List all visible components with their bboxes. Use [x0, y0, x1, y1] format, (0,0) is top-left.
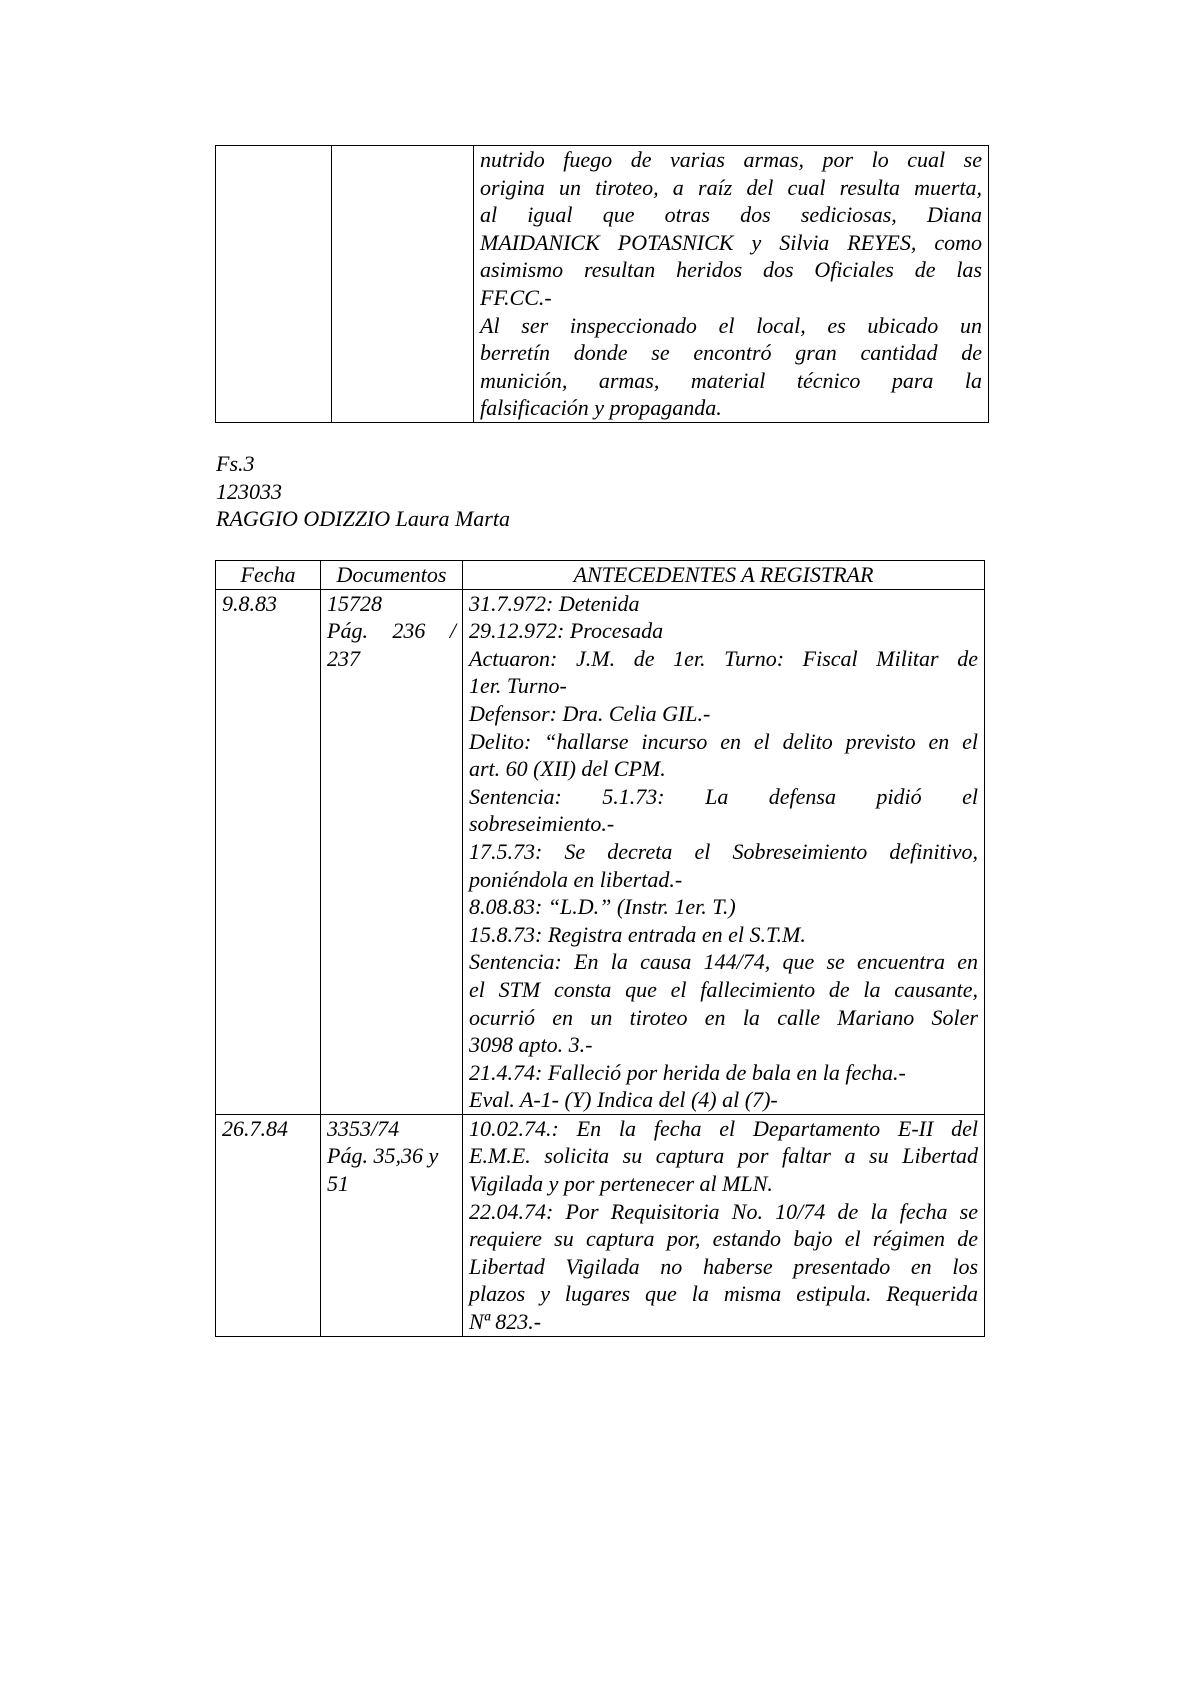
text-line: Al ser inspeccionado el local, es ubicado un: [480, 312, 982, 338]
documentos-line: 3353/74: [327, 1115, 400, 1141]
text-line: Vigilada y por pertenecer al MLN.: [469, 1171, 773, 1197]
text-line: Sentencia: 5.1.73: La defensa pidió el: [469, 783, 978, 809]
fecha-cell: 9.8.83: [216, 589, 321, 1114]
record-number: 123033: [216, 478, 282, 504]
documentos-line: Pág. 35,36 y: [327, 1143, 439, 1169]
text-line: Nª 823.-: [469, 1309, 542, 1335]
column-header-fecha: Fecha: [216, 561, 321, 590]
text-line: Actuaron: J.M. de 1er. Turno: Fiscal Militar de: [469, 645, 978, 671]
text-line: plazos y lugares que la misma estipula. Requerida: [469, 1281, 978, 1307]
text-line: asimismo resultan heridos dos Oficiales de las: [480, 257, 982, 283]
antecedentes-cell: [463, 589, 985, 1114]
text-line: origina un tiroteo, a raíz del cual resulta muerta,: [480, 174, 982, 200]
text-line: 29.12.972: Procesada: [469, 618, 664, 644]
text-line: MAIDANICK POTASNICK y Silvia REYES, como: [480, 229, 982, 255]
table-row: [216, 146, 989, 423]
text-line: Libertad Vigilada no haberse presentado en los: [469, 1253, 978, 1279]
text-line: E.M.E. solicita su captura por faltar a su Libertad: [469, 1143, 978, 1169]
documentos-line: 51: [327, 1171, 349, 1197]
antecedentes-cell: [463, 1114, 985, 1336]
text-line: el STM consta que el fallecimiento de la causante,: [469, 976, 978, 1002]
person-name: RAGGIO ODIZZIO Laura Marta: [216, 506, 510, 532]
antecedentes-table: [215, 560, 985, 1337]
continuation-table: [215, 145, 989, 423]
text-line: berretín donde se encontró gran cantidad de: [480, 340, 982, 366]
text-line: 3098 apto. 3.-: [469, 1032, 593, 1058]
text-line: 31.7.972: Detenida: [469, 590, 640, 616]
text-line: Defensor: Dra. Celia GIL.-: [469, 700, 711, 726]
documentos-cell: [321, 589, 463, 1114]
text-line: al igual que otras dos sediciosas, Diana: [480, 202, 982, 228]
antecedentes-cell: [474, 146, 989, 423]
text-line: Eval. A-1- (Y) Indica del (4) al (7)-: [469, 1087, 778, 1113]
documentos-cell: [332, 146, 474, 423]
documentos-line: 237: [327, 645, 360, 671]
text-line: requiere su captura por, estando bajo el régimen de: [469, 1226, 978, 1252]
text-line: 21.4.74: Falleció por herida de bala en la fecha.-: [469, 1059, 906, 1085]
text-line: 1er. Turno-: [469, 673, 567, 699]
text-line: Sentencia: En la causa 144/74, que se encuentra en: [469, 949, 978, 975]
text-line: 22.04.74: Por Requisitoria No. 10/74 de la fecha se: [469, 1198, 978, 1224]
text-line: munición, armas, material técnico para la: [480, 367, 982, 393]
text-line: ocurrió en un tiroteo en la calle Mariano Soler: [469, 1004, 978, 1030]
text-line: 15.8.73: Registra entrada en el S.T.M.: [469, 921, 806, 947]
documentos-line: 15728: [327, 590, 382, 616]
column-header-documentos: Documentos: [321, 561, 463, 590]
documentos-cell: [321, 1114, 463, 1336]
text-line: FF.CC.-: [480, 284, 552, 310]
column-header-antecedentes: ANTECEDENTES A REGISTRAR: [463, 561, 985, 590]
folio-label: Fs.3: [216, 451, 255, 476]
text-line: Delito: “hallarse incurso en el delito previsto en el: [469, 728, 978, 754]
table-row: [216, 1114, 985, 1336]
table-header-row: [216, 561, 985, 590]
text-line: sobreseimiento.-: [469, 811, 615, 837]
text-line: art. 60 (XII) del CPM.: [469, 756, 666, 782]
fecha-cell: 26.7.84: [216, 1114, 321, 1336]
text-line: nutrido fuego de varias armas, por lo cual se: [480, 147, 982, 172]
text-line: 8.08.83: “L.D.” (Instr. 1er. T.): [469, 894, 736, 920]
text-line: 10.02.74.: En la fecha el Departamento E-II del: [469, 1115, 978, 1141]
text-line: falsificación y propaganda.: [480, 395, 722, 421]
fecha-cell: [216, 146, 332, 423]
documentos-line: Pág. 236 /: [327, 618, 456, 644]
text-line: poniéndola en libertad.-: [469, 866, 683, 892]
table-row: [216, 589, 985, 1114]
text-line: 17.5.73: Se decreta el Sobreseimiento definitivo,: [469, 838, 978, 864]
record-header: [216, 450, 510, 533]
